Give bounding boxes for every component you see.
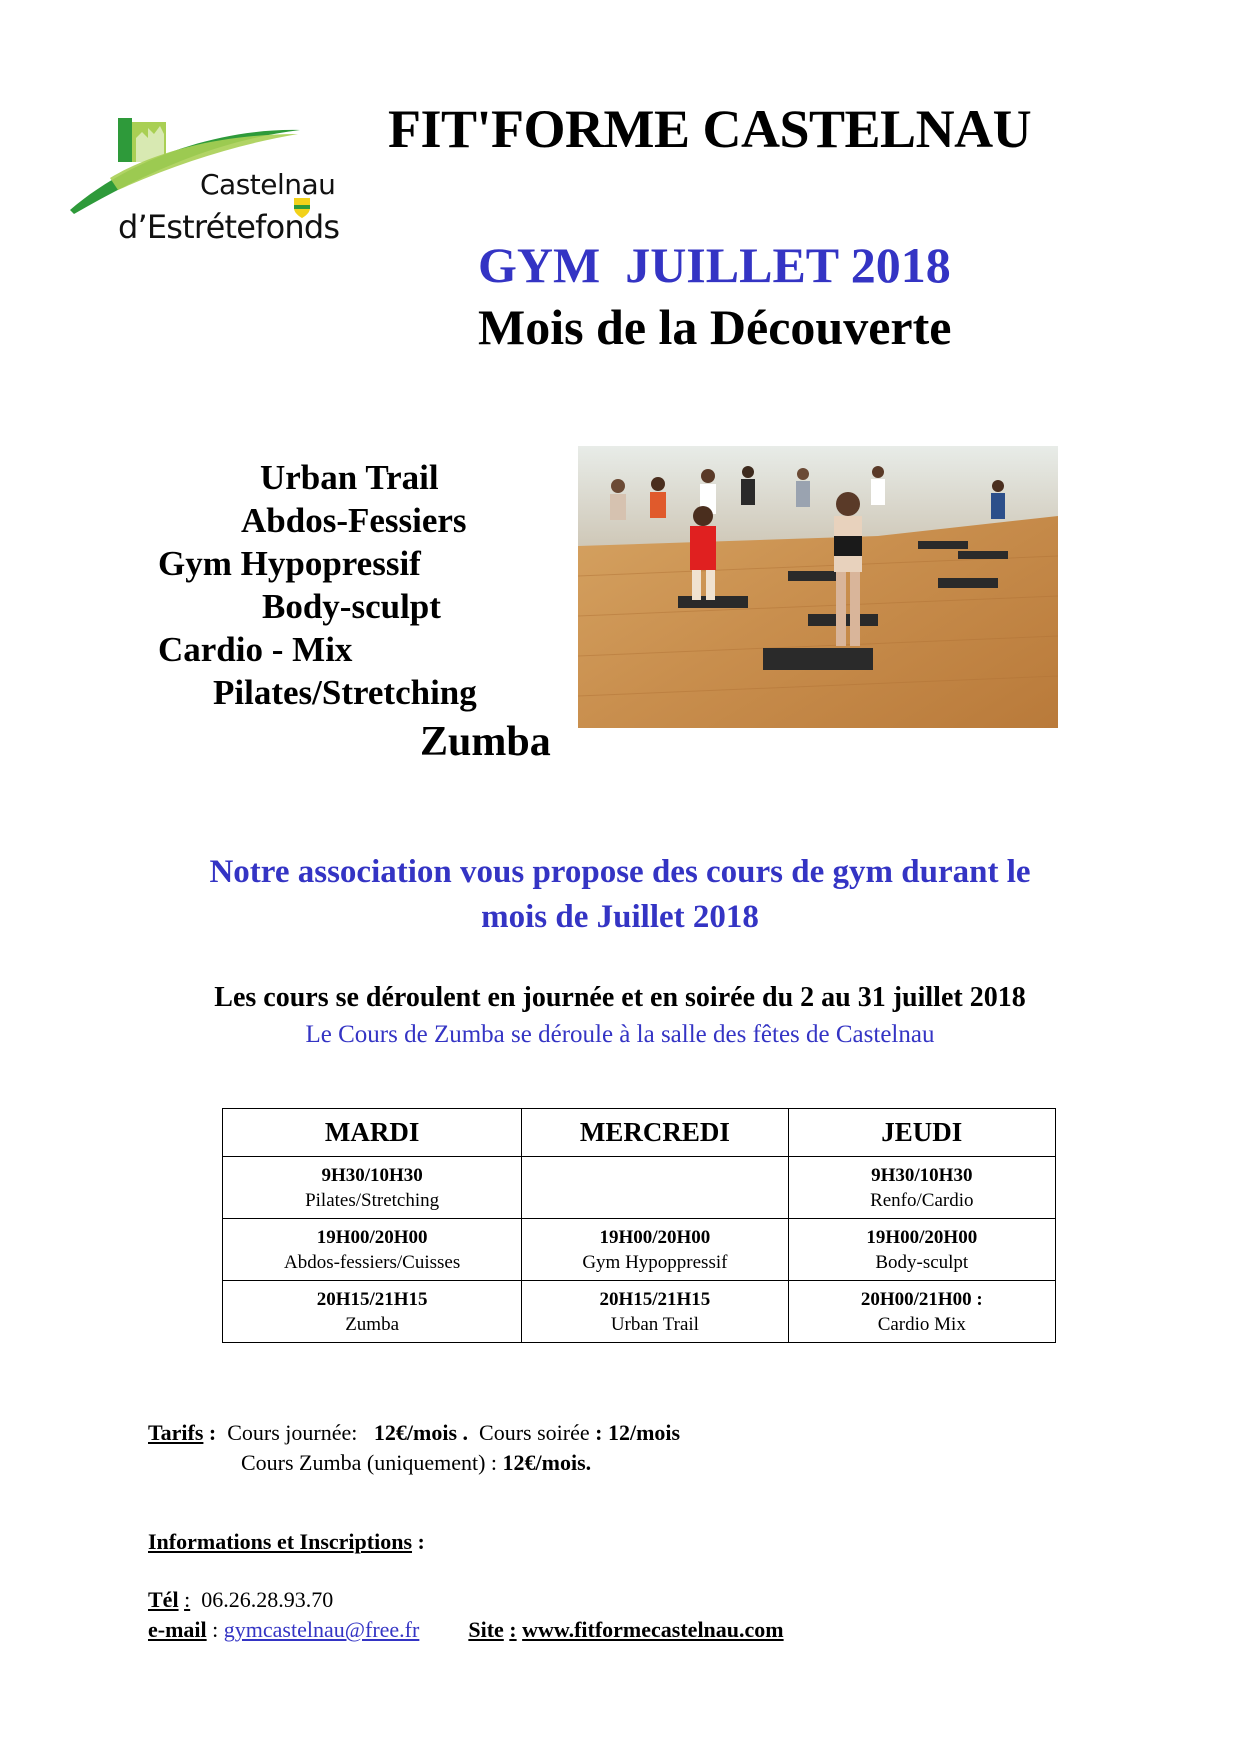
evening-course-label: Cours soirée — [479, 1420, 590, 1445]
dates-text: Les cours se déroulent en journée et en soirée du 2 au 31 juillet 2018 — [214, 982, 1026, 1013]
email-separator: : — [212, 1617, 219, 1642]
event-title: GYM JUILLET 2018 — [478, 237, 951, 293]
gym-class-photo-graphic — [578, 446, 1058, 728]
info-title: Informations et Inscriptions — [148, 1529, 413, 1554]
info-colon: : — [417, 1529, 425, 1554]
slot-time: 20H15/21H15 — [599, 1288, 711, 1310]
event-subtitle: Mois de la Découverte — [478, 299, 952, 355]
slot-time: 20H15/21H15 — [316, 1288, 428, 1310]
slot-time: 19H00/20H00 — [316, 1226, 428, 1248]
slot-time: 19H00/20H00 — [599, 1226, 711, 1248]
schedule-row — [223, 1281, 1056, 1343]
phone-number[interactable]: 06.26.28.93.70 — [201, 1587, 334, 1612]
schedule-cell — [223, 1281, 522, 1343]
slot-course: Renfo/Cardio — [870, 1189, 974, 1211]
course-item: Urban Trail — [260, 458, 439, 497]
day-header: JEUDI — [788, 1109, 1055, 1157]
course-item: Zumba — [420, 719, 551, 765]
email-label: e-mail — [148, 1617, 207, 1642]
site-link[interactable]: www.fitformecastelnau.com — [522, 1617, 784, 1642]
contact-section — [148, 1585, 784, 1645]
tarifs-line-2 — [148, 1448, 680, 1478]
zumba-course-price: 12€/mois. — [502, 1450, 592, 1475]
day-course-label: Cours journée: — [227, 1420, 358, 1445]
slot-time: 9H30/10H30 — [321, 1164, 423, 1186]
zumba-location-note: Le Cours de Zumba se déroule à la salle des fêtes de Castelnau — [305, 1021, 935, 1048]
phone-label: Tél — [148, 1587, 179, 1612]
slot-course: Urban Trail — [610, 1313, 699, 1335]
schedule-cell — [788, 1157, 1055, 1219]
schedule-cell — [788, 1219, 1055, 1281]
intro-text — [100, 850, 1140, 940]
slot-time: 19H00/20H00 — [866, 1226, 978, 1248]
schedule-cell — [788, 1281, 1055, 1343]
site-separator: : — [509, 1617, 517, 1642]
schedule-row — [223, 1157, 1056, 1219]
schedule-cell — [223, 1157, 522, 1219]
zumba-course-label: Cours Zumba (uniquement) : — [241, 1450, 498, 1475]
slot-course: Gym Hypoppressif — [582, 1251, 728, 1273]
tarifs-label: Tarifs — [148, 1420, 204, 1445]
tarifs-line-1 — [148, 1418, 680, 1448]
schedule-cell — [522, 1281, 788, 1343]
schedule-table — [222, 1108, 1056, 1343]
course-item: Cardio - Mix — [158, 630, 353, 669]
slot-time: 20H00/21H00 : — [860, 1288, 983, 1310]
schedule-row — [223, 1219, 1056, 1281]
email-site-line — [148, 1615, 784, 1645]
intro-line-2: mois de Juillet 2018 — [481, 899, 759, 935]
intro-line-1: Notre association vous propose des cours de gym durant le — [209, 854, 1031, 890]
logo-text-castelnau: Castelnau — [200, 168, 336, 201]
slot-course: Body-sculpt — [875, 1251, 969, 1273]
org-title: FIT'FORME CASTELNAU — [388, 99, 1032, 159]
phone-separator: : — [184, 1587, 191, 1612]
slot-time: 9H30/10H30 — [871, 1164, 973, 1186]
schedule-cell — [223, 1219, 522, 1281]
slot-course: Pilates/Stretching — [305, 1189, 440, 1211]
tarifs-section — [148, 1418, 680, 1478]
course-item: Pilates/Stretching — [213, 673, 477, 712]
day-course-price: 12€/mois . — [373, 1420, 469, 1445]
email-link[interactable]: gymcastelnau@free.fr — [223, 1617, 420, 1642]
slot-course: Abdos-fessiers/Cuisses — [283, 1251, 461, 1273]
slot-course: Cardio Mix — [877, 1313, 966, 1335]
course-item: Abdos-Fessiers — [241, 501, 467, 540]
schedule-header-row — [223, 1109, 1056, 1157]
site-label: Site — [468, 1617, 504, 1642]
schedule-cell — [522, 1157, 788, 1219]
phone-line — [148, 1585, 784, 1615]
evening-course-price: : 12/mois — [595, 1420, 681, 1445]
logo-text-estretefonds: d’Estrétefonds — [118, 208, 340, 246]
tarifs-colon: : — [203, 1420, 217, 1445]
schedule-cell — [522, 1219, 788, 1281]
day-header: MARDI — [223, 1109, 522, 1157]
info-heading — [148, 1529, 425, 1555]
slot-course: Zumba — [345, 1313, 400, 1335]
course-item: Gym Hypopressif — [158, 544, 421, 583]
course-item: Body-sculpt — [262, 587, 441, 626]
gym-class-photo — [578, 446, 1058, 728]
day-header: MERCREDI — [522, 1109, 788, 1157]
